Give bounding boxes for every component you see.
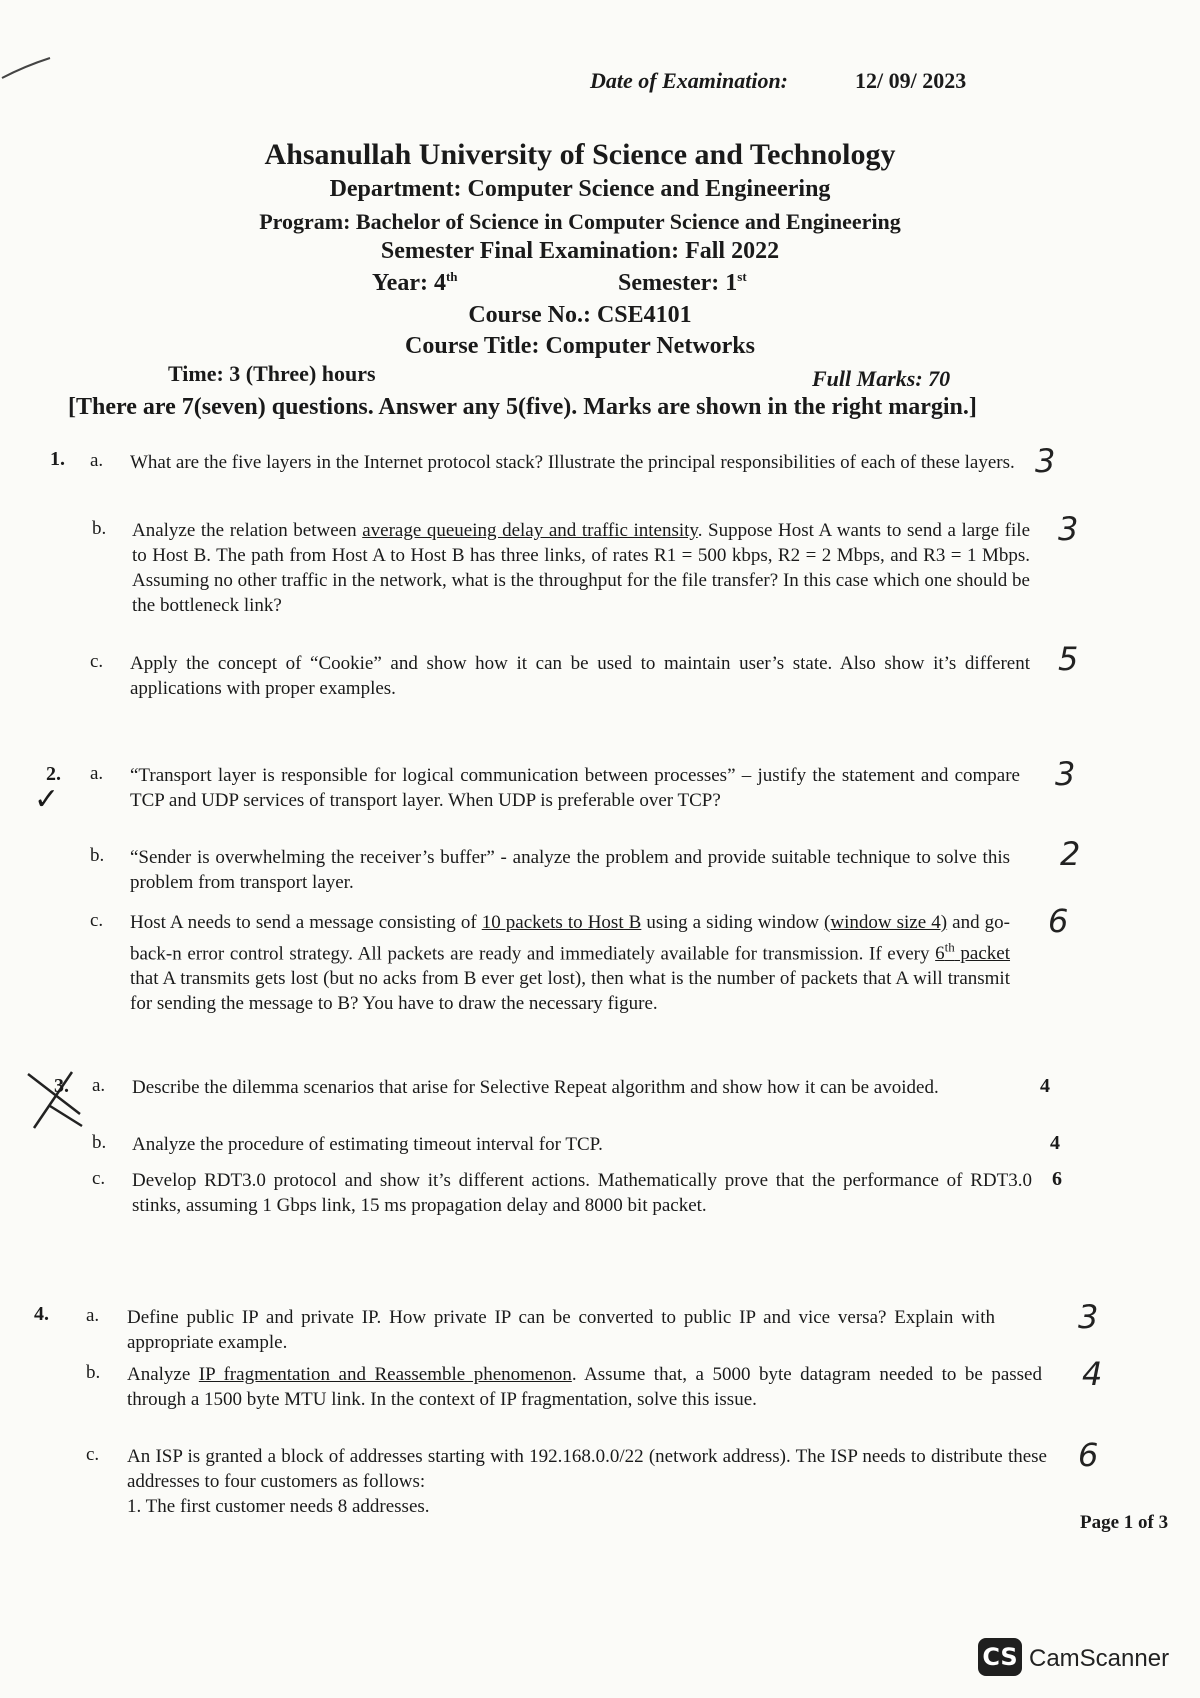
- university-name: Ahsanullah University of Science and Technology: [264, 138, 896, 171]
- question-3b-mark: 4: [1050, 1132, 1060, 1154]
- question-4c-label: c.: [86, 1444, 100, 1465]
- question-3c-label: c.: [92, 1168, 106, 1189]
- check-mark-icon: ✓: [34, 783, 60, 816]
- question-4c-list-item-1: 1. The first customer needs 8 addresses.: [127, 1496, 430, 1517]
- question-1a-text: What are the five layers in the Internet protocol stack? Illustrate the principal responsibilities of each of these layers.: [130, 452, 1015, 473]
- question-2a-text: “Transport layer is responsible for logical communication between processes” – justify the statement and compare TCP and UDP services of transport layer. When UDP is preferable over TCP?: [130, 765, 1020, 811]
- question-4b-mark: 4: [1082, 1355, 1103, 1393]
- question-2b-label: b.: [90, 845, 105, 866]
- exam-date-value: 12/ 09/ 2023: [855, 68, 967, 93]
- question-2c-text: Host A needs to send a message consisting of 10 packets to Host B using a siding window (window size 4) and go-back-n error control strategy. All packets are ready and immediately available for transmission. If every 6th packet that A transmits gets lost (but no acks from B ever get lost), then what is the number of packets that A will transmit for sending the message to B? You have to draw the necessary figure.: [130, 912, 1011, 1015]
- question-3a-mark: 4: [1040, 1075, 1050, 1097]
- question-2b-text: “Sender is overwhelming the receiver’s buffer” - analyze the problem and provide suitable technique to solve this problem from transport layer.: [130, 847, 1010, 893]
- question-3a-text: Describe the dilemma scenarios that arise for Selective Repeat algorithm and show how it can be avoided.: [132, 1077, 939, 1098]
- question-4b-text: Analyze IP fragmentation and Reassemble phenomenon. Assume that, a 5000 byte datagram needed to be passed through a 1500 byte MTU link. In the context of IP fragmentation, solve this issue.: [127, 1364, 1042, 1410]
- exam-date-label: Date of Examination:: [590, 68, 789, 93]
- program-name: Program: Bachelor of Science in Computer Science and Engineering: [259, 209, 901, 234]
- question-3a-label: a.: [92, 1075, 106, 1096]
- question-4-number: 4.: [34, 1303, 49, 1325]
- question-4a-mark: 3: [1078, 1298, 1099, 1336]
- question-3b-label: b.: [92, 1132, 107, 1153]
- question-2c-label: c.: [90, 910, 104, 931]
- exam-time: Time: 3 (Three) hours: [168, 361, 376, 386]
- question-1b-mark: 3: [1058, 510, 1079, 548]
- question-2a-label: a.: [90, 763, 104, 784]
- question-3c-mark: 6: [1052, 1168, 1062, 1190]
- question-3-number: 3.: [54, 1075, 69, 1097]
- year-info: Year: 4th: [372, 269, 458, 296]
- camscanner-watermark: CamScanner: [1029, 1645, 1170, 1672]
- question-2-number: 2.: [46, 763, 61, 785]
- exam-instructions: [There are 7(seven) questions. Answer any 5(five). Marks are shown in the right margin.]: [68, 394, 977, 420]
- question-1c-text: Apply the concept of “Cookie” and show how it can be used to maintain user’s state. Also show it’s different applications with proper examples.: [130, 653, 1030, 699]
- question-2a-mark: 3: [1055, 755, 1076, 793]
- question-4a-text: Define public IP and private IP. How private IP can be converted to public IP and vice versa? Explain with appropriate example.: [127, 1307, 995, 1353]
- question-4a-label: a.: [86, 1305, 100, 1326]
- pen-stroke-mark: [0, 48, 60, 88]
- question-2b-mark: 2: [1060, 835, 1081, 873]
- question-1a-label: a.: [90, 450, 104, 471]
- full-marks: Full Marks: 70: [812, 366, 951, 391]
- course-title: Course Title: Computer Networks: [405, 333, 755, 359]
- course-number: Course No.: CSE4101: [468, 302, 692, 328]
- question-1b-label: b.: [92, 518, 107, 539]
- question-1c-label: c.: [90, 651, 104, 672]
- semester-exam-title: Semester Final Examination: Fall 2022: [380, 238, 780, 264]
- camscanner-logo-icon: CS: [978, 1638, 1022, 1676]
- question-1a-mark: 3: [1035, 442, 1056, 480]
- question-1c-mark: 5: [1058, 640, 1079, 678]
- question-1b-text: Analyze the relation between average queueing delay and traffic intensity. Suppose Host A wants to send a large file to Host B. The path from Host A to Host B has three links, of rates R1 = 500 kbps, R2 = 2 Mbps, and R3 = 1 Mbps. Assuming no other traffic in the network, what is the throughput for the file transfer? In this case which one should be the bottleneck link?: [132, 520, 1030, 616]
- semester-info: Semester: 1st: [618, 269, 747, 296]
- page-number: Page 1 of 3: [1080, 1512, 1169, 1533]
- question-2c-mark: 6: [1048, 902, 1069, 940]
- department-name: Department: Computer Science and Engineering: [329, 176, 831, 202]
- question-4b-label: b.: [86, 1362, 101, 1383]
- question-4c-mark: 6: [1078, 1436, 1099, 1474]
- question-1-number: 1.: [50, 448, 65, 470]
- question-3b-text: Analyze the procedure of estimating timeout interval for TCP.: [132, 1134, 603, 1155]
- question-4c-text: An ISP is granted a block of addresses starting with 192.168.0.0/22 (network address). The ISP needs to distribute these addresses to four customers as follows:: [127, 1446, 1047, 1492]
- question-3c-text: Develop RDT3.0 protocol and show it’s different actions. Mathematically prove that the performance of RDT3.0 stinks, assuming 1 Gbps link, 15 ms propagation delay and 8000 bit packet.: [132, 1170, 1032, 1216]
